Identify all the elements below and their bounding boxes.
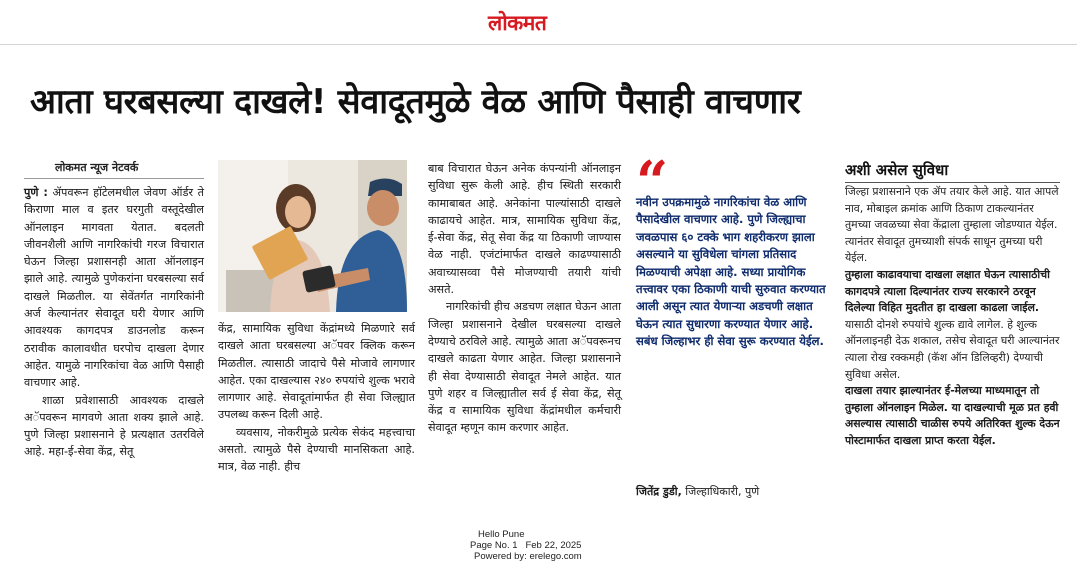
- sidebar-paragraph: दाखला तयार झाल्यानंतर ई-मेलच्या माध्यमातून तो तुम्हाला ऑनलाइन मिळेल. या दाखल्याची मूळ प्रत हवी असल्यास त्यासाठी चाळीस रुपये अतिरिक्त शुल्क देऊन पोस्टामार्फत दाखला प्राप्त करता येईल.: [845, 384, 1060, 447]
- sidebar-title: अशी असेल सुविधा: [845, 161, 949, 179]
- sidebar-paragraph: जिल्हा प्रशासनाने एक ॲप तयार केले आहे. यात आपले नाव, मोबाइल क्रमांक आणि ठिकाण टाकल्यानंतर तुमच्या जवळच्या सेवा केंद्राला तुम्हाला जोडण्यात येईल. त्यानंतर सेवादूत तुमच्याशी संपर्क साधून तुमच्या घरी येईल.: [845, 185, 1059, 265]
- quote-text: नवीन उपक्रमामुळे नागरिकांचा वेळ आणि पैसादेखील वाचणार आहे. पुणे जिल्ह्याचा जवळपास ६० टक्के भाग शहरीकरण झाला असल्याने या सुविधेला चांगला प्रतिसाद मिळण्याची अपेक्षा आहे. सध्या प्रायोगिक तत्त्वावर एका ठिकाणी याची सुरुवात करण्यात आली असून त्यात येणाऱ्या अडचणी लक्षात घेऊन त्यात सुधारणा करण्यात येणार आहे. सबंध जिल्हाभर ही सेवा सुरू करण्यात येईल.: [636, 195, 826, 349]
- article-column-1: [24, 184, 204, 461]
- masthead-divider: [0, 44, 1077, 45]
- byline: लोकमत न्यूज नेटवर्क: [55, 161, 139, 174]
- paragraph: व्यवसाय, नोकरीमुळे प्रत्येक सेकंद महत्त्वाचा असतो. त्यामुळे पैसे देण्याची मानसिकता आहे. मात्र, वेळ नाही. हीच: [218, 425, 415, 474]
- article-column-2: [218, 320, 415, 476]
- paragraph: शाळा प्रवेशासाठी आवश्यक दाखले अॅपवरून मागवणे आता शक्य झाले आहे. पुणे जिल्हा प्रशासनाने हे प्रत्यक्षात उतरविले आहे. महा-ई-सेवा केंद्र, सेतू: [24, 393, 204, 459]
- sidebar-paragraph: तुम्हाला काढावयाचा दाखला लक्षात घेऊन त्यासाठीची कागदपत्रे त्याला दिल्यानंतर राज्य सरकारने ठरवून दिलेल्या विहित मुदतीत हा दाखला काढला जाईल.: [845, 267, 1050, 315]
- page-number: Page No. 1: [470, 540, 518, 551]
- dateline: पुणे :: [24, 186, 48, 199]
- article-photo: [218, 160, 407, 312]
- quote-attribution: [636, 484, 836, 500]
- pull-quote: [636, 149, 831, 503]
- paragraph-text: ॲपवरून हॉटेलमधील जेवण ऑर्डर ते किराणा माल व इतर घरगुती वस्तूदेखील ऑनलाइन मागवता येतात. बदलती जीवनशैली आणि नागरिकांची गरज विचारात घेऊन जिल्हा प्रशासनही आता ऑनलाइन झाले आहे. त्यामुळे पुणेकरांना घरबसल्या सर्व दाखले मिळतील. या सेवेंतर्गत नागरिकांनी अर्ज केल्यानंतर सेवादूत घरी येणार आणि आवश्यक कागदपत्र डाउनलोड करून ठरावीक कालावधीत घरपोच दाखला देणार आहेत. यामुळे नागरिकांचा वेळ आणि पैसाही वाचणार आहे.: [24, 186, 204, 390]
- powered-by-link[interactable]: Powered by: erelego.com: [474, 551, 582, 562]
- paragraph: [24, 184, 204, 392]
- masthead: [0, 0, 1077, 46]
- page-info: [420, 540, 660, 551]
- page-date: Feb 22, 2025: [525, 540, 582, 551]
- page-footer: [420, 529, 660, 562]
- byline-rule: [24, 178, 204, 179]
- sidebar-paragraph: यासाठी दोनशे रुपयांचे शुल्क द्यावे लागेल. हे शुल्क ऑनलाइनही देऊ शकाल, तसेच सेवादूत घरी आल्यानंतर त्याला रोख रक्कमही (कॅश ऑन डिलिव्हरी) देण्याची सुविधा असेल.: [845, 317, 1060, 381]
- article-column-3: [428, 160, 621, 437]
- quote-author-name: जितेंद्र डुडी,: [636, 485, 682, 498]
- lokmat-logo: लोकमत: [488, 11, 547, 35]
- paragraph: केंद्र, सामायिक सुविधा केंद्रांमध्ये मिळणारे सर्व दाखले आता घरबसल्या अॅपवर क्लिक करून मिळतील. त्यासाठी जादाचे पैसे मोजावे लागणार आहेत. एका दाखल्यास २४० रुपयांचे शुल्क भरावे लागणार आहे. सेवादूतांमार्फत ही सेवा जिल्ह्यात उपलब्ध करून दिली आहे.: [218, 322, 415, 422]
- delivery-photo-illustration: [218, 160, 407, 312]
- paragraph: नागरिकांची हीच अडचण लक्षात घेऊन आता जिल्हा प्रशासनाने देखील घरबसल्या दाखले देण्याचे ठरविले आहे. त्यामुळे आता अॅपवरूनच दाखले काढता येणार आहेत. जिल्हा प्रशासनाने ही सेवा देण्यासाठी सेवादूत नेमले आहेत. यात पुणे शहर व जिल्ह्यातील सर्व ई सेवा केंद्र, सेतू केंद्र व सामायिक सुविधा केंद्रांमधील कर्मचारी सेवादूत म्हणून काम करणार आहेत.: [428, 300, 622, 435]
- edition-name: Hello Pune: [478, 529, 525, 540]
- sidebar-box: [845, 184, 1060, 450]
- quote-author-title: जिल्हाधिकारी, पुणे: [681, 485, 760, 498]
- quote-mark-icon: “: [636, 149, 669, 215]
- sidebar-rule: [845, 182, 1060, 183]
- paragraph: बाब विचारात घेऊन अनेक कंपन्यांनी ऑनलाइन सुविधा सुरू केली आहे. हीच स्थिती सरकारी कामाबाबत आहे. अनेकांना पाल्यांसाठी दाखले काढायचे आहेत. मात्र, सामायिक सुविधा केंद्र, ई-सेवा केंद्र, सेतू सेवा केंद्र या ठिकाणी जाण्यास वेळ नाही. एजंटांमार्फत दाखले काढण्यासाठी अवाच्यासव्वा पैसे मोजण्याची तयारी यांची असते.: [428, 162, 621, 297]
- article-headline: आता घरबसल्या दाखले! सेवादूतमुळे वेळ आणि पैसाही वाचणार: [30, 82, 801, 122]
